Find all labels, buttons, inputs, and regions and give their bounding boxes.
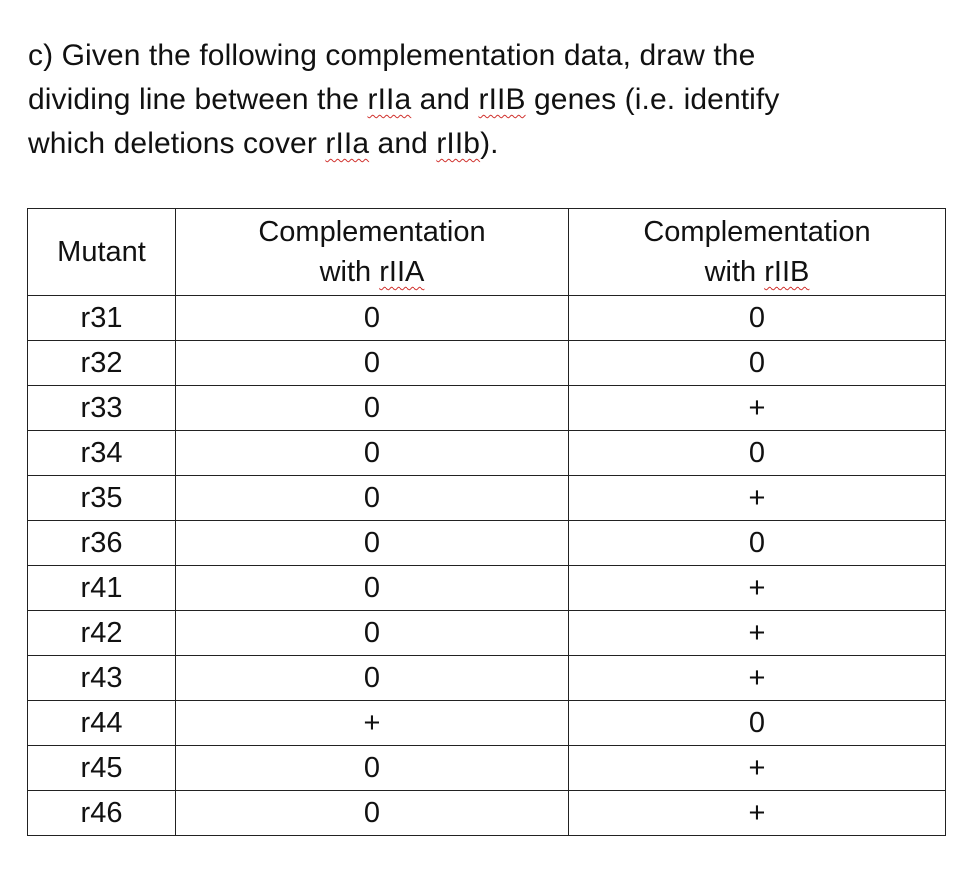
cell-mutant: r41: [28, 566, 176, 611]
cell-riia: 0: [176, 566, 569, 611]
table-row: [28, 611, 946, 656]
table-row: [28, 746, 946, 791]
question-line-1: [28, 34, 928, 78]
cell-riia: 0: [176, 296, 569, 341]
term-riia-flagged: rIIa: [367, 83, 412, 116]
term-riib-flagged: rIIB: [478, 83, 526, 116]
cell-riib: +: [569, 791, 946, 836]
question-line-3-post: ).: [480, 127, 499, 160]
header-riib-line-1: Complementation: [643, 216, 871, 248]
table-row: [28, 791, 946, 836]
cell-riia: 0: [176, 611, 569, 656]
cell-mutant: r36: [28, 521, 176, 566]
cell-riia: 0: [176, 746, 569, 791]
cell-riib: 0: [569, 521, 946, 566]
cell-riia: 0: [176, 476, 569, 521]
cell-riib: 0: [569, 341, 946, 386]
cell-mutant: r31: [28, 296, 176, 341]
term-riia-flagged-2: rIIa: [325, 127, 370, 160]
table-row: [28, 521, 946, 566]
table-row: [28, 701, 946, 746]
header-riia-line-2: [176, 252, 568, 292]
question-line-2-pre: dividing line between the: [28, 83, 368, 116]
cell-mutant: r46: [28, 791, 176, 836]
question-line-2: [28, 78, 928, 122]
cell-riia: 0: [176, 386, 569, 431]
question-line-3-pre: which deletions cover: [28, 127, 326, 160]
question-line-3-mid: and: [369, 127, 437, 160]
cell-mutant: r42: [28, 611, 176, 656]
cell-mutant: r35: [28, 476, 176, 521]
table-header-row: [28, 209, 946, 296]
question-line-1-text: c) Given the following complementation data, draw the: [28, 39, 756, 72]
table-row: [28, 386, 946, 431]
header-mutant: Mutant: [28, 209, 176, 296]
cell-riia: 0: [176, 656, 569, 701]
cell-riib: 0: [569, 296, 946, 341]
cell-riib: 0: [569, 431, 946, 476]
table-row: [28, 341, 946, 386]
header-riib-term: rIIB: [764, 256, 810, 288]
table-row: [28, 656, 946, 701]
question-line-2-mid: and: [411, 83, 479, 116]
cell-riib: 0: [569, 701, 946, 746]
table-row: [28, 566, 946, 611]
cell-riib: +: [569, 611, 946, 656]
cell-mutant: r34: [28, 431, 176, 476]
cell-mutant: r43: [28, 656, 176, 701]
cell-mutant: r45: [28, 746, 176, 791]
header-complementation-riia: [176, 209, 569, 296]
cell-riia: 0: [176, 431, 569, 476]
table-row: [28, 476, 946, 521]
header-riib-with: with: [704, 256, 765, 288]
cell-riib: +: [569, 656, 946, 701]
header-riia-with: with: [319, 256, 380, 288]
table-row: [28, 296, 946, 341]
cell-riia: +: [176, 701, 569, 746]
cell-mutant: r32: [28, 341, 176, 386]
question-line-2-post: genes (i.e. identify: [525, 83, 780, 116]
table-body: [28, 296, 946, 836]
cell-mutant: r33: [28, 386, 176, 431]
table-row: [28, 431, 946, 476]
header-riia-line-1: Complementation: [258, 216, 486, 248]
cell-riia: 0: [176, 521, 569, 566]
cell-mutant: r44: [28, 701, 176, 746]
cell-riib: +: [569, 386, 946, 431]
cell-riib: +: [569, 746, 946, 791]
header-riia-term: rIIA: [379, 256, 425, 288]
header-riib-line-2: [569, 252, 945, 292]
header-complementation-riib: [569, 209, 946, 296]
question-text: [28, 34, 928, 166]
cell-riia: 0: [176, 341, 569, 386]
cell-riib: +: [569, 476, 946, 521]
term-riib-flagged-2: rIIb: [436, 127, 481, 160]
cell-riia: 0: [176, 791, 569, 836]
question-line-3: [28, 122, 928, 166]
cell-riib: +: [569, 566, 946, 611]
complementation-table: [27, 208, 946, 836]
